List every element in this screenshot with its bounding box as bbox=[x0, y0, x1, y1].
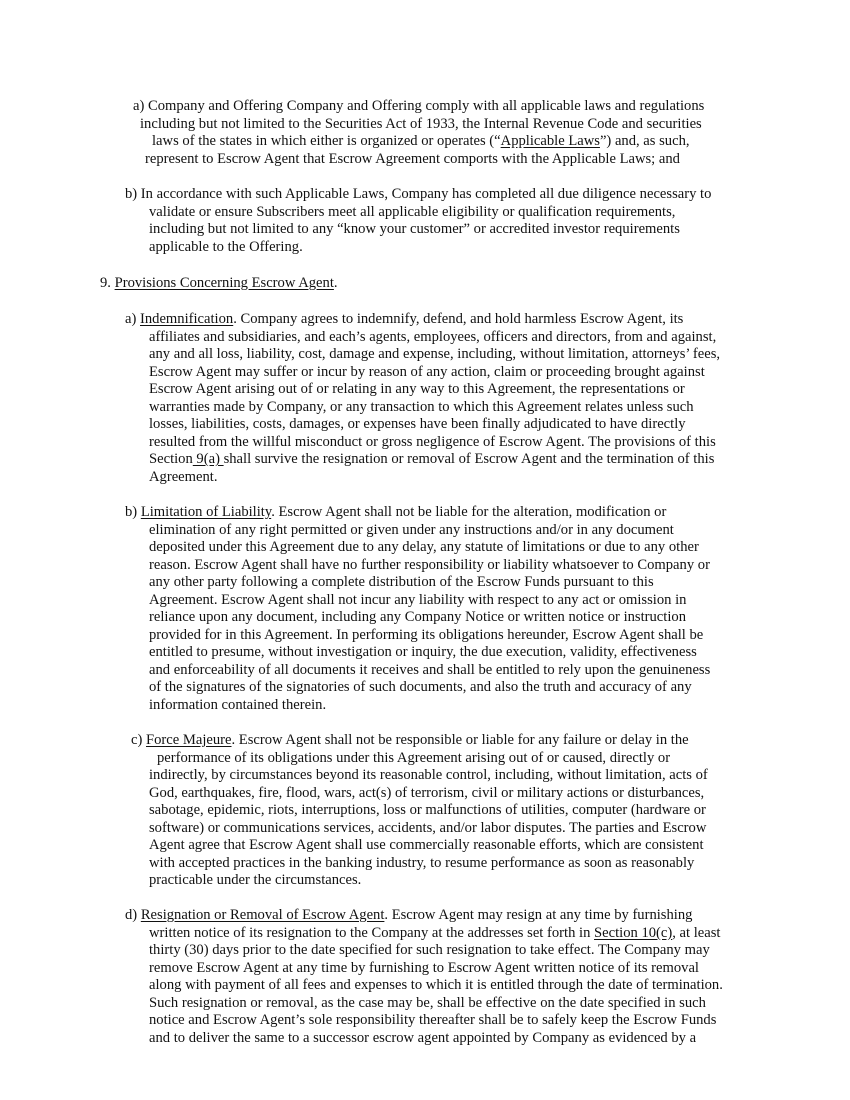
text-segment: software) or communications services, accidents, and/or labor disputes. The parties and Escrow bbox=[149, 819, 707, 836]
text-segment: any other party following a complete distribution of the Escrow Funds pursuant to this bbox=[149, 574, 654, 590]
text-segment: losses, liabilities, costs, damages, or expenses have been finally adjudicated to have directly bbox=[149, 416, 686, 432]
text-segment: a) Company and Offering Company and Offering comply with all applicable laws and regulations bbox=[133, 98, 705, 114]
text-segment: deposited under this Agreement due to any delay, any statute of limitations or due to any other bbox=[149, 539, 699, 555]
text-segment: information contained therein. bbox=[149, 696, 327, 713]
text-line bbox=[149, 204, 675, 222]
text-segment: affiliates and subsidiaries, and each’s agents, employees, officers and directors, from and against, bbox=[149, 328, 717, 345]
text-segment: sabotage, epidemic, riots, interruptions, loss or malfunctions of utilities, computer (hardware or bbox=[149, 802, 706, 818]
text-line bbox=[149, 837, 704, 855]
text-segment: c) bbox=[131, 732, 146, 748]
text-segment: resulted from the willful misconduct or gross negligence of Escrow Agent. The provisions of this bbox=[149, 433, 716, 450]
text-line bbox=[149, 364, 705, 382]
text-line bbox=[145, 151, 680, 169]
text-segment: thirty (30) days prior to the date specified for such resignation to take effect. The Company may bbox=[149, 942, 710, 958]
text-line bbox=[149, 399, 694, 417]
text-line bbox=[140, 116, 702, 134]
text-line bbox=[149, 522, 674, 540]
text-line bbox=[100, 275, 338, 293]
text-segment: . Escrow Agent may resign at any time by furnishing bbox=[384, 907, 693, 923]
text-segment: provided for in this Agreement. In performing its obligations hereunder, Escrow Agent shall be bbox=[149, 626, 704, 643]
text-line bbox=[149, 346, 720, 364]
text-line bbox=[149, 1030, 696, 1048]
text-segment: along with payment of all fees and expenses to which it is entitled through the date of termination. bbox=[149, 977, 723, 993]
text-segment: indirectly, by circumstances beyond its reasonable control, including, without limitation, acts of bbox=[149, 767, 708, 783]
text-segment: validate or ensure Subscribers meet all applicable eligibility or qualification requirements, bbox=[149, 203, 676, 220]
text-line bbox=[149, 592, 686, 610]
text-segment: Agreement. bbox=[149, 468, 218, 485]
text-line bbox=[149, 925, 720, 943]
text-segment: Escrow Agent arising out of or relating in any way to this Agreement, the representations or bbox=[149, 381, 685, 397]
text-line bbox=[157, 750, 670, 768]
underlined-term: Applicable Laws bbox=[500, 133, 600, 149]
text-segment: of the signatures of the signatories of such documents, and also the truth and accuracy of any bbox=[149, 679, 692, 695]
text-segment: practicable under the circumstances. bbox=[149, 872, 362, 888]
text-line bbox=[149, 679, 692, 697]
text-line bbox=[125, 311, 683, 329]
underlined-term: Resignation or Removal of Escrow Agent bbox=[140, 907, 385, 923]
text-segment: . Escrow Agent shall not be liable for the alteration, modification or bbox=[271, 504, 667, 520]
text-line bbox=[149, 416, 686, 434]
text-line bbox=[149, 662, 710, 680]
text-segment: d) bbox=[125, 907, 141, 923]
text-segment: Agreement. Escrow Agent shall not incur any liability with respect to any act or omission in bbox=[149, 591, 687, 608]
text-line bbox=[149, 697, 326, 715]
underlined-term: Limitation of Liability bbox=[140, 504, 272, 520]
text-line bbox=[149, 469, 217, 487]
text-line bbox=[149, 644, 697, 662]
text-segment: any and all loss, liability, cost, damage and expense, including, without limitation, attorneys’ fees, bbox=[149, 346, 721, 362]
text-segment: with accepted practices in the banking industry, to resume performance as soon as reasonably bbox=[149, 854, 695, 871]
text-segment: . Company agrees to indemnify, defend, and hold harmless Escrow Agent, its bbox=[233, 311, 684, 327]
text-segment: ”) and, as such, bbox=[599, 133, 690, 149]
text-segment: b) In accordance with such Applicable Laws, Company has completed all due diligence necessary to bbox=[125, 186, 712, 202]
text-line bbox=[125, 504, 666, 522]
text-line bbox=[131, 732, 689, 750]
text-line bbox=[149, 1012, 716, 1030]
text-segment: , at least bbox=[672, 924, 721, 941]
text-segment: represent to Escrow Agent that Escrow Agreement comports with the Applicable Laws; and bbox=[145, 150, 680, 167]
text-segment: 9. bbox=[100, 275, 115, 291]
text-segment: entitled to presume, without investigation or inquiry, the due execution, validity, effectiveness bbox=[149, 644, 697, 660]
text-segment: . Escrow Agent shall not be responsible or liable for any failure or delay in the bbox=[231, 732, 689, 748]
text-line bbox=[149, 451, 714, 469]
text-segment: and to deliver the same to a successor escrow agent appointed by Company as evidenced by a bbox=[149, 1029, 697, 1046]
underlined-term: Force Majeure bbox=[146, 732, 232, 748]
text-line bbox=[149, 239, 303, 257]
text-line bbox=[149, 557, 710, 575]
text-line bbox=[149, 977, 723, 995]
text-segment: written notice of its resignation to the Company at the addresses set forth in bbox=[149, 924, 595, 941]
underlined-term: Provisions Concerning Escrow Agent bbox=[114, 275, 334, 291]
text-segment: warranties made by Company, or any transaction to which this Agreement relates unless such bbox=[149, 398, 694, 415]
text-line bbox=[149, 872, 361, 890]
text-segment: Section bbox=[149, 451, 193, 467]
text-segment: performance of its obligations under this Agreement arising out of or caused, directly or bbox=[157, 749, 671, 766]
text-segment: shall survive the resignation or removal of Escrow Agent and the termination of this bbox=[223, 451, 715, 467]
text-line bbox=[149, 855, 694, 873]
text-line bbox=[125, 186, 711, 204]
text-line bbox=[149, 802, 706, 820]
text-segment: . bbox=[333, 275, 338, 291]
text-line bbox=[125, 907, 692, 925]
text-line bbox=[133, 98, 704, 116]
text-line bbox=[149, 942, 710, 960]
text-line bbox=[152, 133, 690, 151]
text-line bbox=[149, 539, 699, 557]
underlined-term: 9(a) bbox=[192, 451, 224, 467]
underlined-term: Section 10(c) bbox=[594, 924, 673, 941]
text-segment: Escrow Agent may suffer or incur by reason of any action, claim or proceeding brought against bbox=[149, 363, 705, 380]
text-line bbox=[149, 329, 716, 347]
text-line bbox=[149, 820, 706, 838]
text-line bbox=[149, 381, 685, 399]
text-line bbox=[149, 434, 716, 452]
text-segment: Such resignation or removal, as the case may be, shall be effective on the date specified in such bbox=[149, 994, 706, 1011]
text-segment: including but not limited to the Securities Act of 1933, the Internal Revenue Code and securities bbox=[140, 115, 702, 132]
text-segment: laws of the states in which either is organized or operates (“ bbox=[152, 133, 501, 149]
text-line bbox=[149, 995, 706, 1013]
text-line bbox=[149, 221, 680, 239]
text-line bbox=[149, 609, 686, 627]
text-line bbox=[149, 627, 703, 645]
text-segment: reason. Escrow Agent shall have no further responsibility or liability whatsoever to Company or bbox=[149, 556, 710, 573]
text-line bbox=[149, 574, 654, 592]
text-segment: remove Escrow Agent at any time by furnishing to Escrow Agent written notice of its removal bbox=[149, 959, 699, 976]
text-segment: notice and Escrow Agent’s sole responsibility thereafter shall be to safely keep the Escrow Funds bbox=[149, 1012, 717, 1028]
text-segment: Agent agree that Escrow Agent shall use commercially reasonable efforts, which are consistent bbox=[149, 837, 704, 853]
text-segment: b) bbox=[125, 504, 141, 520]
text-line bbox=[149, 767, 708, 785]
text-segment: God, earthquakes, fire, flood, wars, act(s) of terrorism, civil or military actions or disturbances, bbox=[149, 784, 705, 801]
text-segment: a) bbox=[125, 311, 140, 327]
text-line bbox=[149, 960, 699, 978]
text-segment: reliance upon any document, including any Company Notice or written notice or instruction bbox=[149, 609, 686, 625]
text-segment: elimination of any right permitted or given under any instructions and/or in any document bbox=[149, 521, 674, 538]
text-segment: applicable to the Offering. bbox=[149, 238, 303, 255]
text-segment: and enforceability of all documents it receives and shall be entitled to rely upon the genuineness bbox=[149, 661, 711, 678]
text-line bbox=[149, 785, 704, 803]
text-segment: including but not limited to any “know your customer” or accredited investor requirements bbox=[149, 221, 680, 237]
underlined-term: Indemnification bbox=[140, 311, 234, 327]
